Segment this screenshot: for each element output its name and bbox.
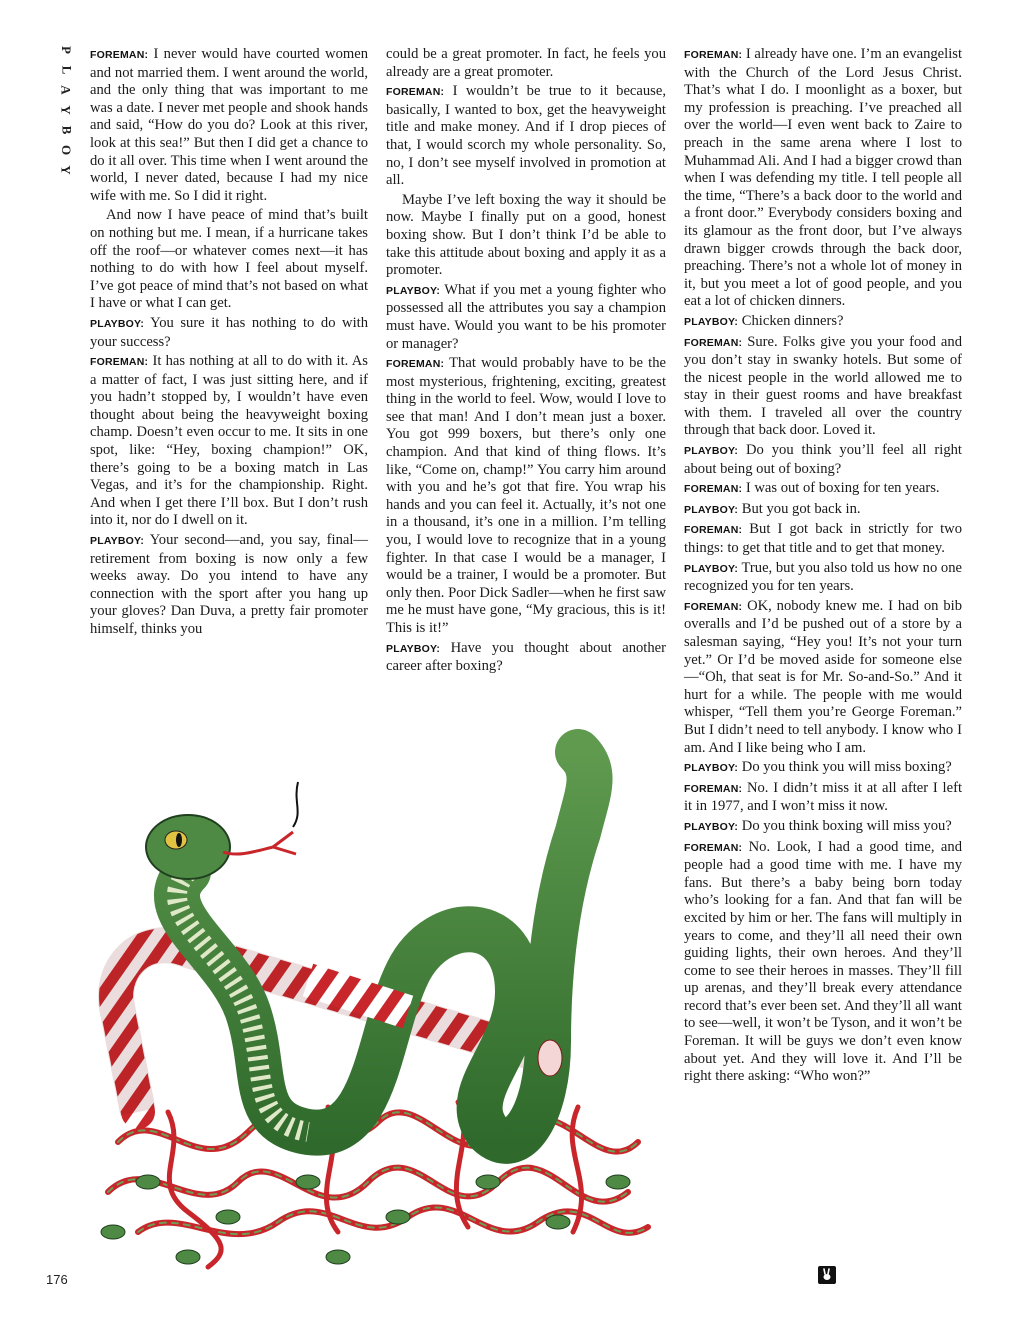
interview-paragraph <box>684 46 962 311</box>
interview-paragraph <box>684 818 962 837</box>
paragraph-text: And now I have peace of mind that’s built on nothing but me. I mean, if a hurricane takes off the roof—or whatever comes next—it has nothing to do with how I feel about myself. I’ve got peace of mind that’s not based on what I have or what I can get. <box>90 207 368 312</box>
interview-paragraph <box>684 313 962 332</box>
paragraph-text: Your second—and, you say, final—retirement from boxing is now only a few weeks away. Do you intend to have any connection with the sport after you hang up your gloves? Dan Duva, a pretty fair promoter himself, thinks you <box>90 532 368 637</box>
paragraph-text: Do you think you will miss boxing? <box>738 759 952 776</box>
side-title-letter: B <box>58 125 74 135</box>
speaker-label: PLAYBOY: <box>684 820 739 833</box>
paragraph-text: Maybe I’ve left boxing the way it should be now. Maybe I finally put on a good, honest boxing show. But I don’t think I’d be able to take this attitude about boxing and apply it as a promoter. <box>386 191 666 279</box>
text-column-3 <box>684 46 962 1088</box>
interview-paragraph <box>684 442 962 478</box>
paragraph-text: Do you think boxing will miss you? <box>738 817 952 834</box>
paragraph-text: But I got back in strictly for two things: to get that title and to get that money. <box>684 521 962 557</box>
paragraph-text: Sure. Folks give you your food and you don’t stay in swanky hotels. But some of the nicest people in the world allowed me to stay in their guest rooms and have breakfast with them. I traveled all over the country through that back door. Loved it. <box>684 333 962 439</box>
paragraph-text: No. I didn’t miss it at all after I left it in 1977, and I won’t miss it now. <box>684 779 962 815</box>
side-title-letter: Y <box>58 165 74 175</box>
paragraph-text: No. Look, I had a good time, and people had a good time with me. I have my fans. But there’s a baby being born today who’s looking for a fan. And that fan will be excited by him or her. The fans will multiply in years to come, and they’ll all need their own guiding lights, their own heroes. And they’ll come to see their heroes in masses. They’ll fill up arenas, and they’ll break every attendance record that’s ever been set. And they’ll all want to see—well, it won’t be Tyson, and it won’t be Foreman. It will be guys we don’t even know about yet. And they will love it. And I’ll be right there asking: “Who won?” <box>684 838 962 1085</box>
speaker-label: FOREMAN: <box>90 356 149 369</box>
interview-paragraph <box>684 521 962 557</box>
speaker-label: PLAYBOY: <box>90 317 145 330</box>
paragraph-text: Chicken dinners? <box>738 312 844 329</box>
paragraph-text: What if you met a young fighter who possessed all the attributes you say a champion must have. Would you want to be his promoter or manager? <box>386 281 666 352</box>
speaker-label: PLAYBOY: <box>684 762 739 775</box>
speaker-label: FOREMAN: <box>684 524 743 537</box>
speaker-label: PLAYBOY: <box>684 445 739 458</box>
speaker-label: PLAYBOY: <box>684 315 739 328</box>
speaker-label: FOREMAN: <box>386 86 445 99</box>
paragraph-text: That would probably have to be the most mysterious, frightening, exciting, greatest thing in the world to feel. Wow, would I love to see that man! And I don’t mean just a boxer. You got 999 boxers, but there’s only one champion. And that kind of thing flows. It’s like, “Come on, champ!” You carry him around with you and he’s got that fire. You wrap his hands and you can feel it. Actually, it’s not one in a thousand, it’s one in a million. I’m telling you, I would love to recognize that in a young fighter. In that case I would be a manager, I would be a trainer, I would be a promoter. But only then. Poor Dick Sadler—when he first saw me he must have gone, “My gracious, this is it! This is it!” <box>386 355 666 636</box>
paragraph-text: could be a great promoter. In fact, he feels you already are a great promoter. <box>386 46 666 80</box>
interview-paragraph <box>90 207 368 313</box>
interview-paragraph <box>386 282 666 353</box>
text-column-2 <box>386 46 666 678</box>
interview-paragraph <box>684 759 962 778</box>
interview-paragraph <box>684 501 962 520</box>
speaker-label: FOREMAN: <box>684 841 743 854</box>
paragraph-text: But you got back in. <box>738 500 861 517</box>
speaker-label: FOREMAN: <box>684 782 743 795</box>
interview-paragraph <box>684 780 962 816</box>
side-title-letter: L <box>58 65 74 75</box>
paragraph-text: I already have one. I’m an evangelist with the Church of the Lord Jesus Christ. That’s what I do. I moonlight as a boxer, but my profession is preaching. I’ve preached all over the world—I even went back to Zaire to preach in the same arena where I lost to Muhammad Ali. And I had a bigger crowd than when I was defending my title. I tell people all the time, “There’s a back door to the world and a front door.” Everybody considers boxing and its glamour as the front door, but I’ve always drawn bigger crowds through the back door, preaching. There’s not a whole lot of money in it, but you meet a lot of good people, and you eat a lot of chicken dinners. <box>684 46 962 310</box>
snake-head <box>146 782 298 879</box>
interview-paragraph <box>386 355 666 638</box>
paragraph-text: Do you think you’ll feel all right about being out of boxing? <box>684 442 962 477</box>
text-column-1 <box>90 46 368 641</box>
paragraph-text: It has nothing at all to do with it. As a matter of fact, I was just sitting here, and if you hadn’t stopped by, I wouldn’t have even thought about being the heavyweight boxing champ. Doesn’t even occur to me. It sits in one spot, like: “Hey, boxing champion!” OK, there’s going to be a boxing match in Las Vegas, and it’s for the championship. Right. And when I get there I’ll box. But I don’t rush into it, nor do I dwell on it. <box>90 353 368 529</box>
interview-paragraph <box>90 353 368 530</box>
paragraph-text: I was out of boxing for ten years. <box>742 480 940 497</box>
interview-paragraph <box>90 532 368 639</box>
speaker-label: FOREMAN: <box>684 336 743 349</box>
page-number: 176 <box>46 1272 68 1287</box>
paragraph-text: True, but you also told us how no one recognized you for ten years. <box>684 559 962 595</box>
bunny-logo-icon <box>818 1266 836 1284</box>
side-title-letter: P <box>58 46 74 54</box>
side-title-letter: Y <box>58 105 74 115</box>
snake-candy-cane-illustration <box>78 712 668 1272</box>
paragraph-text: Have you thought about another career after boxing? <box>386 639 666 675</box>
interview-paragraph <box>684 480 962 499</box>
interview-paragraph <box>386 83 666 190</box>
speaker-label: FOREMAN: <box>684 49 743 61</box>
speaker-label: PLAYBOY: <box>684 503 739 516</box>
paragraph-text: OK, nobody knew me. I had on bib overalls and I’d be pushed out of a store by a salesman saying, “Hey you! It’s not your turn yet.” Or I’d be moved aside for someone else—“Oh, that seat is for Mr. So-and-So.” And it hurt for a while. The people with me would whisper, “Tell them you’re George Foreman.” But I didn’t need to tell anybody. I know who I am. And I like being who I am. <box>684 597 962 756</box>
interview-paragraph <box>386 640 666 676</box>
paragraph-text: I wouldn’t be true to it because, basically, I wanted to box, get the heavyweight title and make money. And if I drop pieces of that, I would scorch my whole personality. So, no, I don’t see myself involved in promotion at all. <box>386 83 666 189</box>
speaker-label: FOREMAN: <box>90 49 149 61</box>
interview-paragraph <box>386 46 666 81</box>
speaker-label: PLAYBOY: <box>684 562 739 575</box>
interview-paragraph <box>684 560 962 596</box>
side-title-letter: O <box>59 144 74 156</box>
side-title-letter: A <box>58 85 74 95</box>
interview-paragraph <box>90 46 368 205</box>
interview-paragraph <box>684 839 962 1086</box>
interview-paragraph <box>90 315 368 351</box>
interview-paragraph <box>386 192 666 280</box>
speaker-label: PLAYBOY: <box>386 642 441 655</box>
baby-snakes-tangle <box>108 1102 648 1267</box>
speaker-label: FOREMAN: <box>684 600 743 613</box>
interview-paragraph <box>684 334 962 441</box>
speaker-label: PLAYBOY: <box>386 284 441 297</box>
paragraph-text: You sure it has nothing to do with your success? <box>90 314 368 350</box>
paragraph-text: I never would have courted women and not married them. I went around the world, and the only thing that was important to me was a date. I never met people and shook hands and said, “How do you do? Look at this river, look at this sea!” But then I did get a chance to do it all over. This time when I went around the world, I never dated, because I had my nice wife with me. So I did it right. <box>90 46 369 204</box>
speaker-label: PLAYBOY: <box>90 535 145 548</box>
interview-paragraph <box>684 598 962 757</box>
magazine-side-title <box>56 44 76 176</box>
speaker-label: FOREMAN: <box>386 358 445 371</box>
speaker-label: FOREMAN: <box>684 483 743 496</box>
